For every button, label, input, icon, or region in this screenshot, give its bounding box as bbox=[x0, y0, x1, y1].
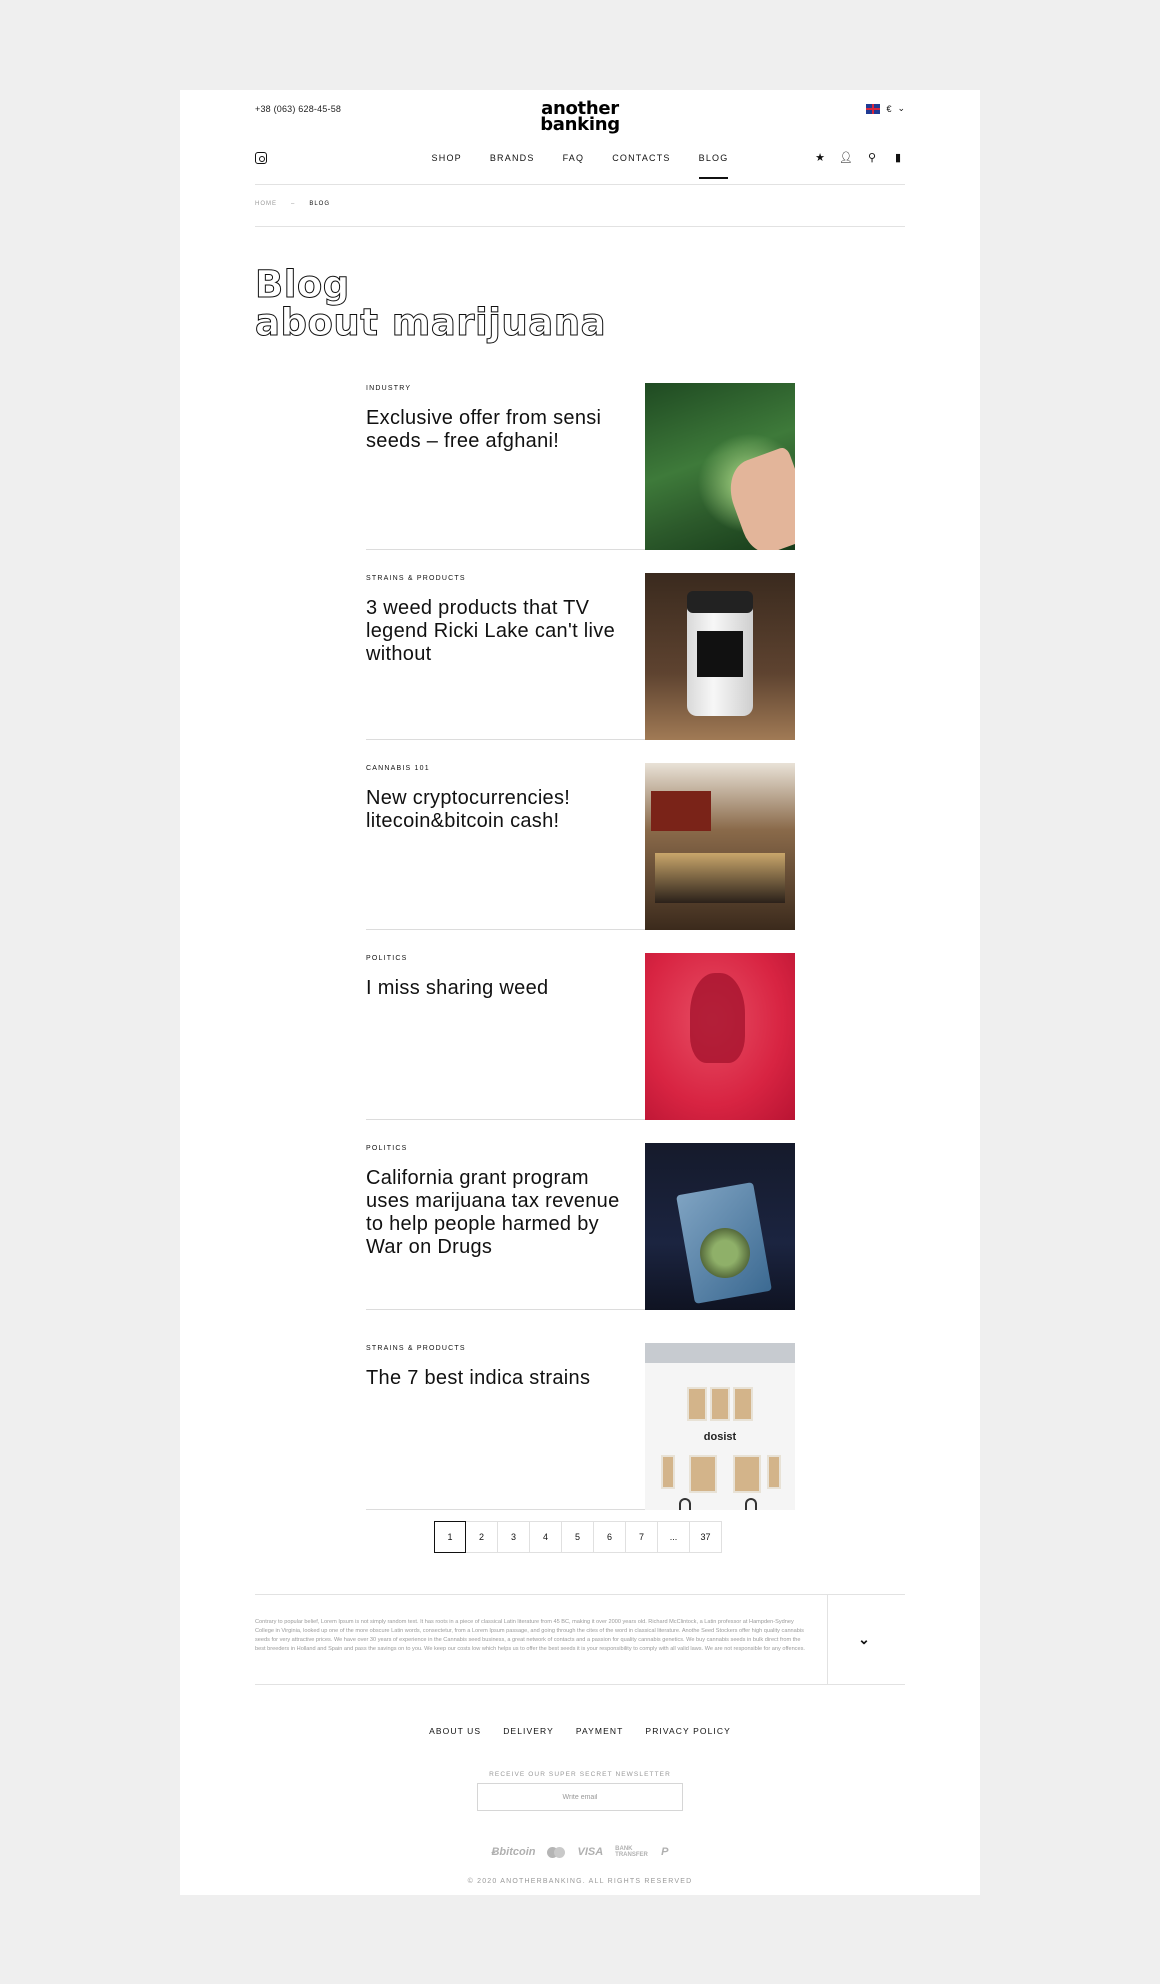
logo-line2: banking bbox=[540, 114, 620, 135]
page-button-4[interactable]: 4 bbox=[530, 1521, 562, 1553]
header-divider bbox=[255, 184, 905, 185]
blog-post[interactable] bbox=[366, 383, 795, 550]
search-icon[interactable]: ⚲ bbox=[867, 152, 877, 164]
blog-post[interactable] bbox=[366, 573, 795, 740]
page-ellipsis: ... bbox=[658, 1521, 690, 1553]
main-nav-row bbox=[255, 152, 905, 176]
page-button-2[interactable]: 2 bbox=[466, 1521, 498, 1553]
footer-privacy-link[interactable]: PRIVACY POLICY bbox=[645, 1726, 731, 1736]
seo-bottom-divider bbox=[255, 1684, 905, 1685]
expand-chevron-icon[interactable]: ⌄ bbox=[858, 1631, 870, 1647]
window-shape bbox=[689, 1455, 717, 1493]
post-title[interactable]: I miss sharing weed bbox=[366, 977, 549, 999]
currency-label: € bbox=[886, 103, 892, 114]
page bbox=[180, 90, 980, 1895]
page-button-7[interactable]: 7 bbox=[626, 1521, 658, 1553]
post-category[interactable]: POLITICS bbox=[366, 955, 408, 962]
payment-methods bbox=[180, 1846, 980, 1858]
main-nav bbox=[255, 153, 905, 163]
blog-post[interactable] bbox=[366, 763, 795, 930]
breadcrumb bbox=[255, 201, 330, 207]
breadcrumb-separator: – bbox=[291, 201, 296, 207]
page-title-line2: about marijuana bbox=[255, 301, 607, 344]
locale-selector[interactable] bbox=[866, 103, 905, 114]
bike-rack-shape bbox=[679, 1498, 691, 1510]
account-user-icon[interactable]: 👤︎ bbox=[839, 152, 853, 164]
page-button-last[interactable]: 37 bbox=[690, 1521, 722, 1553]
post-category[interactable]: STRAINS & PRODUCTS bbox=[366, 575, 466, 582]
favorites-star-icon[interactable]: ★ bbox=[815, 152, 825, 164]
window-shape bbox=[767, 1455, 781, 1489]
page-button-3[interactable]: 3 bbox=[498, 1521, 530, 1553]
post-image[interactable] bbox=[645, 1343, 795, 1510]
post-divider bbox=[366, 549, 645, 550]
post-divider bbox=[366, 739, 645, 740]
display-case-shape bbox=[655, 853, 785, 903]
post-category[interactable]: POLITICS bbox=[366, 1145, 408, 1152]
cart-bag-icon[interactable]: ▮ bbox=[894, 152, 902, 164]
nav-brands[interactable]: BRANDS bbox=[489, 153, 535, 163]
seo-text: Contrary to popular belief, Lorem Ipsum is not simply random text. It has roots in a piece of classical Latin literature from 45 BC, making it over 2000 years old. Richard McClintock, a Latin professor at Hampden-Sydney College in Virginia, looked up one of the more obscure Latin words, consectetur, from a Lorem Ipsum passage, and going through the cites of the word in classical literature. Anothe Seed Stockers offer high quality cannabis seeds for very attractive prices. We have over 30 years of experience in the Cannabis seed business, a great network of contacts and a passion for quality cannabis genetics. We buy cannabis seeds in bulk direct from the best breeders in Holland and Spain and pass the savings on to you. We keep our costs low which helps us to offer the best seeds it is your responsibility to comply with all valid laws. We are not responsible for any offences. bbox=[255, 1619, 805, 1652]
site-logo[interactable] bbox=[180, 98, 980, 135]
page-button-1[interactable]: 1 bbox=[434, 1521, 466, 1553]
blog-post[interactable] bbox=[366, 953, 795, 1120]
blog-post[interactable] bbox=[366, 1343, 795, 1510]
storefront-brand-text: dosist bbox=[703, 1431, 737, 1443]
bitcoin-icon: Ƀbitcoin bbox=[491, 1846, 536, 1858]
breadcrumb-home[interactable]: HOME bbox=[255, 201, 277, 207]
page-title bbox=[255, 263, 607, 344]
post-title[interactable]: Exclusive offer from sensi seeds – free afghani! bbox=[366, 407, 602, 452]
footer-nav bbox=[180, 1726, 980, 1736]
hand-shape bbox=[721, 446, 795, 550]
bitcoin-label: bitcoin bbox=[499, 1846, 536, 1858]
buds-shape bbox=[700, 1228, 750, 1278]
uk-flag-icon bbox=[866, 104, 880, 114]
nav-contacts[interactable]: CONTACTS bbox=[612, 153, 671, 163]
footer-about-link[interactable]: ABOUT US bbox=[429, 1726, 482, 1736]
post-title[interactable]: 3 weed products that TV legend Ricki Lake can't live without bbox=[366, 597, 616, 665]
page-title-line1: Blog bbox=[255, 263, 350, 306]
window-shape bbox=[661, 1455, 675, 1489]
visa-icon: VISA bbox=[577, 1846, 604, 1858]
footer-delivery-link[interactable]: DELIVERY bbox=[503, 1726, 554, 1736]
seo-vertical-divider bbox=[827, 1594, 828, 1684]
paypal-icon: P bbox=[661, 1846, 669, 1858]
page-button-5[interactable]: 5 bbox=[562, 1521, 594, 1553]
footer-payment-link[interactable]: PAYMENT bbox=[575, 1726, 624, 1736]
post-divider bbox=[366, 1509, 645, 1510]
post-image[interactable] bbox=[645, 953, 795, 1120]
figure-shape bbox=[690, 973, 745, 1063]
post-title[interactable]: New cryptocurrencies! litecoin&bitcoin cash! bbox=[366, 787, 571, 832]
post-category[interactable]: STRAINS & PRODUCTS bbox=[366, 1345, 466, 1352]
seo-top-divider bbox=[255, 1594, 905, 1595]
post-category[interactable]: INDUSTRY bbox=[366, 385, 412, 392]
post-divider bbox=[366, 1309, 645, 1310]
nav-faq[interactable]: FAQ bbox=[562, 153, 585, 163]
chevron-down-icon: ⌄ bbox=[897, 103, 905, 113]
breadcrumb-divider bbox=[255, 226, 905, 227]
logo-line1: another bbox=[541, 98, 619, 119]
post-image[interactable] bbox=[645, 573, 795, 740]
window-shape bbox=[733, 1455, 761, 1493]
post-image[interactable] bbox=[645, 383, 795, 550]
post-category[interactable]: CANNABIS 101 bbox=[366, 765, 430, 772]
post-image[interactable] bbox=[645, 763, 795, 930]
header-phone[interactable]: +38 (063) 628-45-58 bbox=[255, 104, 342, 114]
bike-rack-shape bbox=[745, 1498, 757, 1510]
header-icons bbox=[813, 152, 905, 164]
mastercard-icon bbox=[547, 1847, 565, 1858]
jar-lid-shape bbox=[687, 591, 753, 613]
nav-shop[interactable]: SHOP bbox=[431, 153, 462, 163]
blog-post[interactable] bbox=[366, 1143, 795, 1310]
nav-blog[interactable]: BLOG bbox=[698, 153, 729, 163]
jar-label-shape bbox=[697, 631, 743, 677]
post-divider bbox=[366, 929, 645, 930]
newsletter-label: RECEIVE OUR SUPER SECRET NEWSLETTER bbox=[489, 1771, 671, 1778]
store-sign-shape bbox=[651, 791, 711, 831]
window-shape bbox=[710, 1387, 730, 1421]
post-title[interactable]: The 7 best indica strains bbox=[366, 1367, 591, 1389]
window-shape bbox=[687, 1387, 707, 1421]
copyright: © 2020 ANOTHERBANKING. ALL RIGHTS RESERVED bbox=[467, 1878, 693, 1885]
window-shape bbox=[733, 1387, 753, 1421]
bank-transfer-icon: BANK TRANSFER bbox=[615, 1846, 648, 1858]
breadcrumb-current: BLOG bbox=[309, 201, 331, 207]
page-button-6[interactable]: 6 bbox=[594, 1521, 626, 1553]
newsletter-email-input[interactable] bbox=[477, 1783, 683, 1811]
post-image[interactable] bbox=[645, 1143, 795, 1310]
post-title[interactable]: California grant program uses marijuana tax revenue to help people harmed by War on Drugs bbox=[366, 1167, 620, 1258]
post-divider bbox=[366, 1119, 645, 1120]
pagination bbox=[434, 1521, 722, 1553]
